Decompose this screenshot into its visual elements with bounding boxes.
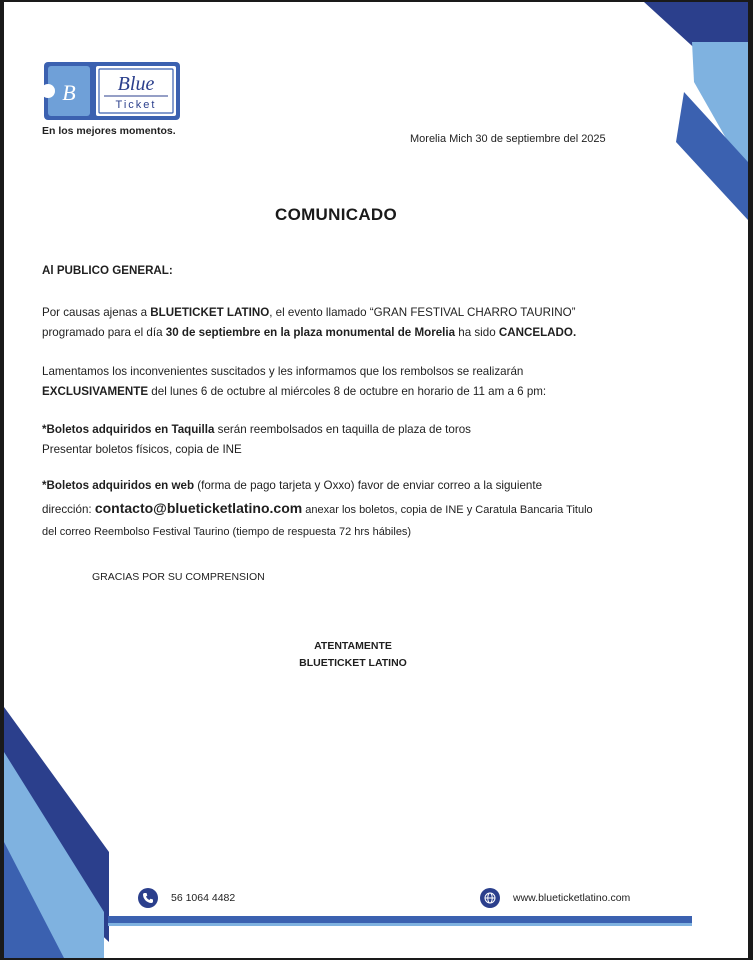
contact-email[interactable]: contacto@blueticketlatino.com (94, 500, 303, 516)
greeting: Al PUBLICO GENERAL: (42, 264, 173, 277)
svg-text:Ticket: Ticket (115, 99, 157, 111)
signature-company: BLUETICKET LATINO (299, 657, 407, 669)
paragraph-refund-dates: Lamentamos los inconvenientes suscitados y les informamos que los rembolsos se realizarán EXCLUSIVAMENTE del lunes 6 de octubre al miércoles 8 de octubre en horario de 11 am a 6 pm: (42, 365, 547, 398)
ticket-logo-icon (42, 60, 182, 122)
paragraph-web-tickets: *Boletos adquiridos en web (forma de pago tarjeta y Oxxo) favor de enviar correo a la siguiente dirección: contacto@blueticketlatino.com anexar los boletos, copia de INE y Caratula Bancaria Titulo del correo Reembolso Festival Taurino (tiempo de respuesta 72 hrs hábiles) (42, 479, 593, 538)
blueticket-logo (42, 60, 182, 127)
website-url[interactable]: www.blueticketlatino.com (513, 892, 631, 904)
footer-divider-bar (108, 916, 692, 923)
paragraph-cancellation: Por causas ajenas a BLUETICKET LATINO, el evento llamado “GRAN FESTIVAL CHARRO TAURINO” programado para el día 30 de septiembre en la plaza monumental de Morelia ha sido CANCELADO. (42, 306, 577, 339)
svg-text:B: B (62, 80, 76, 105)
thanks-line: GRACIAS POR SU COMPRENSION (92, 571, 265, 583)
footer-divider-accent (108, 923, 692, 926)
place-and-date: Morelia Mich 30 de septiembre del 2025 (410, 133, 606, 145)
svg-text:Blue: Blue (117, 73, 155, 95)
paragraph-box-office-tickets: *Boletos adquiridos en Taquilla serán reembolsados en taquilla de plaza de toros Presentar boletos físicos, copia de INE (42, 423, 471, 456)
footer-website (480, 888, 630, 908)
signature-closing: ATENTAMENTE (314, 640, 392, 652)
phone-number[interactable]: 56 1064 4482 (171, 892, 236, 904)
footer-phone (138, 888, 235, 908)
document-title: COMUNICADO (275, 205, 397, 224)
document-page (4, 2, 748, 958)
globe-icon (480, 888, 500, 908)
brand-tagline: En los mejores momentos. (42, 125, 176, 137)
phone-icon (138, 888, 158, 908)
